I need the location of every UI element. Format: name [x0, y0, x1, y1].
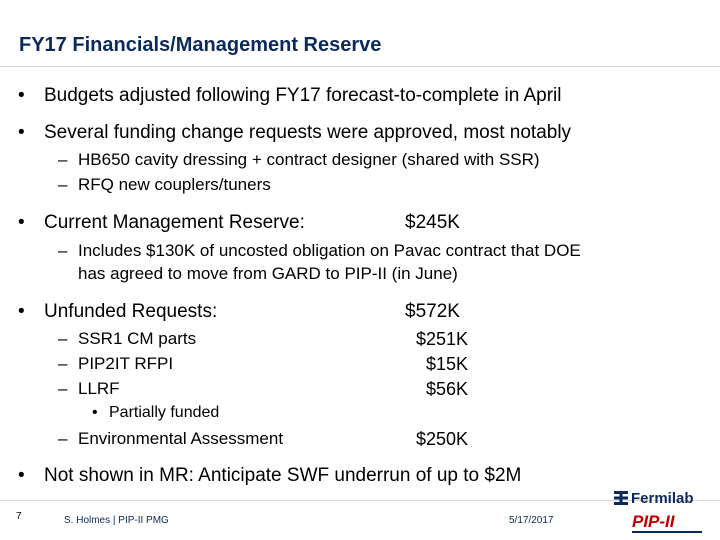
- sub-bullet-pip2it: [58, 354, 173, 374]
- footer-divider: [0, 500, 720, 501]
- sub-bullet-ssr1: [58, 329, 196, 349]
- bullet-marker: •: [18, 301, 25, 322]
- sub-bullet-environmental: [58, 429, 283, 449]
- management-reserve-amount: $245K: [405, 212, 460, 233]
- sub-bullet-llrf: [58, 379, 120, 399]
- sub-bullet-text: Includes $130K of uncosted obligation on Pavac contract that DOE: [78, 241, 581, 260]
- bullet-unfunded-requests: [18, 301, 217, 323]
- footer-author: S. Holmes | PIP-II PMG: [64, 515, 169, 526]
- dash-marker: –: [58, 175, 68, 194]
- dash-marker: –: [58, 379, 68, 398]
- bullet-swf-underrun: [18, 465, 521, 487]
- slide-title: FY17 Financials/Management Reserve: [19, 34, 382, 56]
- environmental-amount: $250K: [415, 429, 468, 449]
- dash-marker: –: [58, 329, 68, 348]
- ssr1-amount: $251K: [415, 329, 468, 349]
- dash-marker: –: [58, 429, 68, 448]
- bullet-budgets: [18, 85, 562, 107]
- sub-bullet-text: PIP2IT RFPI: [78, 354, 174, 373]
- bullet-marker: •: [92, 404, 98, 421]
- dash-marker: –: [58, 241, 68, 260]
- pip2it-amount: $15K: [425, 354, 468, 374]
- dash-marker: –: [58, 354, 68, 373]
- llrf-amount: $56K: [425, 379, 468, 399]
- fermilab-logo-text: Fermilab: [631, 490, 694, 507]
- bullet-text: Unfunded Requests:: [44, 301, 218, 322]
- sub-sub-bullet-partially-funded: [92, 403, 219, 423]
- pip-ii-logo: PIP-II: [632, 512, 675, 531]
- unfunded-total-amount: $572K: [405, 301, 460, 322]
- bullet-text: Several funding change requests were approved, most notably: [44, 122, 572, 143]
- sub-bullet-pavac: [58, 241, 581, 261]
- page-number: 7: [16, 511, 22, 522]
- bullet-marker: •: [18, 85, 25, 106]
- bullet-marker: •: [18, 465, 25, 486]
- fermilab-mark-icon: [614, 491, 628, 509]
- bullet-marker: •: [18, 122, 25, 143]
- dash-marker: –: [58, 150, 68, 169]
- bullet-text: Budgets adjusted following FY17 forecast-to-complete in April: [44, 85, 562, 106]
- sub-bullet-text: HB650 cavity dressing + contract designer (shared with SSR): [78, 150, 540, 169]
- bullet-text: Current Management Reserve:: [44, 212, 305, 233]
- footer-date: 5/17/2017: [509, 515, 554, 526]
- bullet-management-reserve: [18, 212, 305, 234]
- sub-bullet-text: LLRF: [78, 379, 120, 398]
- fermilab-logo: [614, 490, 694, 509]
- sub-bullet-text: Environmental Assessment: [78, 429, 284, 448]
- pip-ii-logo-underline: [632, 531, 702, 533]
- bullet-text: Not shown in MR: Anticipate SWF underrun of up to $2M: [44, 465, 522, 486]
- title-divider: [0, 66, 720, 67]
- bullet-marker: •: [18, 212, 25, 233]
- sub-sub-bullet-text: Partially funded: [109, 404, 220, 421]
- sub-bullet-rfq: [58, 175, 271, 195]
- sub-bullet-text: SSR1 CM parts: [78, 329, 197, 348]
- sub-bullet-hb650: [58, 150, 540, 170]
- bullet-funding-changes: [18, 122, 571, 144]
- sub-bullet-text: RFQ new couplers/tuners: [78, 175, 271, 194]
- sub-bullet-pavac-cont: has agreed to move from GARD to PIP-II (in June): [78, 264, 458, 283]
